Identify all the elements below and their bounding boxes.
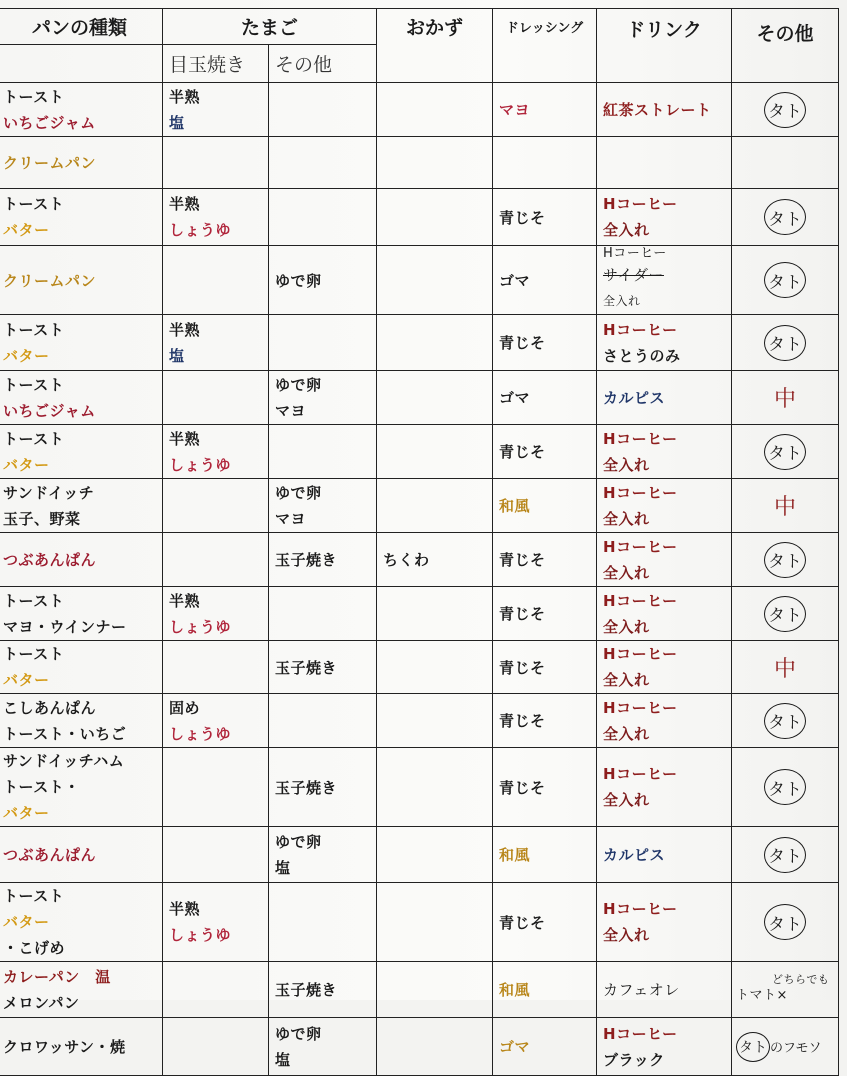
takeout-stamp-icon: タト	[764, 703, 806, 739]
table-row	[0, 1018, 839, 1076]
drink-name: Hコーヒー	[603, 765, 678, 783]
drink-name: Hコーヒー	[603, 429, 678, 448]
bread-type-2: メロンパン	[3, 993, 80, 1012]
other-cell	[732, 246, 839, 315]
drink-option: 全入れ	[603, 617, 650, 636]
egg-other-cell	[269, 371, 377, 425]
subheader-egg-fried: 目玉焼き	[163, 45, 269, 83]
bread-topping: マヨ・ウインナー	[3, 617, 127, 636]
header-other: その他	[732, 9, 839, 83]
drink-cell: カルピス	[597, 827, 732, 883]
bread-type: トースト	[3, 87, 65, 106]
other-cell	[732, 883, 839, 962]
fried-egg-cell	[163, 587, 269, 641]
bread-topping: バター	[3, 346, 50, 365]
dressing-cell: 青じそ	[493, 641, 597, 694]
side-cell	[377, 962, 493, 1018]
header-dressing: ドレッシング	[493, 9, 597, 83]
drink-cell	[597, 246, 732, 315]
egg-other-cell: 玉子焼き	[269, 533, 377, 587]
side-cell	[377, 425, 493, 479]
takeout-stamp-icon: タト	[764, 262, 806, 298]
side-cell	[377, 137, 493, 189]
takeout-stamp-icon: タト	[764, 325, 806, 361]
dressing-cell: 青じそ	[493, 315, 597, 371]
egg-seasoning: しょうゆ	[169, 221, 232, 239]
drink-cell	[597, 189, 732, 246]
egg-doneness: 半熟	[169, 195, 201, 213]
drink-cell	[597, 533, 732, 587]
takeout-stamp-icon: タト	[764, 596, 806, 632]
fried-egg-cell	[163, 748, 269, 827]
drink-cell: 紅茶ストレート	[597, 83, 732, 137]
bread-topping: バター	[3, 221, 50, 239]
drink-cell	[597, 694, 732, 748]
drink-option: 全入れ	[603, 509, 650, 528]
bread-cell	[0, 425, 163, 479]
header-row	[0, 9, 839, 45]
drink-cell: カフェオレ	[597, 962, 732, 1018]
bread-type: こしあんぱん	[3, 698, 97, 717]
eat-in-mark: 中	[774, 495, 797, 520]
table-row	[0, 533, 839, 587]
drink-name: Hコーヒー	[603, 900, 678, 918]
dressing-cell: ゴマ	[493, 246, 597, 315]
header-bread: パンの種類	[0, 9, 163, 45]
dressing-cell: 青じそ	[493, 189, 597, 246]
egg-seasoning: 塩	[169, 346, 185, 365]
bread-cell	[0, 748, 163, 827]
other-cell	[732, 827, 839, 883]
dressing-cell: 和風	[493, 962, 597, 1018]
other-cell	[732, 425, 839, 479]
fried-egg-cell	[163, 694, 269, 748]
dressing-cell	[493, 137, 597, 189]
egg-other-cell	[269, 83, 377, 137]
eat-in-mark: 中	[774, 656, 797, 682]
table-row	[0, 371, 839, 425]
egg-doneness: 半熟	[169, 87, 201, 106]
egg-other-type: ゆで卵	[275, 1024, 322, 1043]
dressing-cell: マヨ	[493, 83, 597, 137]
drink-option: さとうのみ	[603, 346, 681, 365]
other-cell	[732, 962, 839, 1018]
bread-filling: 玉子、野菜	[3, 509, 81, 528]
takeout-stamp-icon: タト	[736, 1032, 770, 1062]
other-cell	[732, 83, 839, 137]
egg-other-type: ゆで卵	[275, 375, 322, 394]
drink-name: Hコーヒー	[603, 246, 667, 261]
drink-name: Hコーヒー	[603, 195, 678, 213]
egg-seasoning: しょうゆ	[169, 617, 232, 636]
side-cell	[377, 1018, 493, 1076]
drink-option: ブラック	[603, 1050, 665, 1069]
takeout-stamp-icon: タト	[764, 92, 806, 128]
egg-other-cell	[269, 587, 377, 641]
bread-type: サンドイッチ	[3, 483, 95, 502]
fried-egg-cell	[163, 641, 269, 694]
egg-doneness: 半熟	[169, 429, 201, 448]
drink-option: 全入れ	[603, 563, 650, 582]
egg-other-cell	[269, 883, 377, 962]
bread-cell	[0, 641, 163, 694]
fried-egg-cell	[163, 371, 269, 425]
dressing-cell: ゴマ	[493, 1018, 597, 1076]
subheader-egg-other: その他	[269, 45, 377, 83]
other-cell	[732, 587, 839, 641]
fried-egg-cell	[163, 425, 269, 479]
bread-topping-butter: バター	[3, 804, 50, 822]
bread-cell: つぶあんぱん	[0, 533, 163, 587]
drink-name: Hコーヒー	[603, 320, 678, 339]
drink-cell	[597, 883, 732, 962]
egg-other-cell	[269, 694, 377, 748]
egg-doneness: 固め	[169, 698, 201, 717]
egg-seasoning: 塩	[169, 113, 185, 132]
egg-seasoning: しょうゆ	[169, 724, 232, 743]
bread-type: トースト	[3, 645, 65, 663]
other-cell	[732, 694, 839, 748]
egg-seasoning: しょうゆ	[169, 926, 232, 944]
egg-other-cell	[269, 479, 377, 533]
table-row	[0, 246, 839, 315]
bread-type: トースト	[3, 887, 65, 905]
side-cell	[377, 371, 493, 425]
fried-egg-cell	[163, 1018, 269, 1076]
fried-egg-cell	[163, 479, 269, 533]
egg-other-cell	[269, 189, 377, 246]
drink-cell	[597, 425, 732, 479]
other-cell	[732, 641, 839, 694]
bread-topping: バター	[3, 671, 50, 689]
bread-type: サンドイッチハム	[3, 752, 125, 770]
dressing-cell: 青じそ	[493, 694, 597, 748]
drink-crossed-out: サイダー	[603, 266, 664, 284]
drink-cell	[597, 641, 732, 694]
drink-option: 全入れ	[603, 221, 650, 239]
egg-other-cell: ゆで卵	[269, 246, 377, 315]
table-row	[0, 962, 839, 1018]
other-cell	[732, 479, 839, 533]
drink-cell	[597, 137, 732, 189]
table-row	[0, 137, 839, 189]
other-cell	[732, 137, 839, 189]
table-row	[0, 694, 839, 748]
bread-cell	[0, 189, 163, 246]
egg-other-cell	[269, 1018, 377, 1076]
side-cell	[377, 587, 493, 641]
bread-type: トースト	[3, 320, 65, 339]
egg-doneness: 半熟	[169, 900, 201, 918]
egg-other-seasoning: マヨ	[275, 509, 307, 528]
bread-type: カレーパン 温	[3, 967, 111, 986]
side-cell	[377, 246, 493, 315]
side-cell	[377, 479, 493, 533]
bread-cell	[0, 883, 163, 962]
fried-egg-cell	[163, 315, 269, 371]
drink-cell	[597, 315, 732, 371]
drink-name: Hコーヒー	[603, 591, 678, 610]
takeout-stamp-icon: タト	[764, 904, 806, 940]
bread-cell	[0, 83, 163, 137]
table-row	[0, 189, 839, 246]
egg-doneness: 半熟	[169, 320, 201, 339]
other-cell	[732, 533, 839, 587]
egg-other-seasoning: 塩	[275, 1050, 291, 1069]
egg-other-cell: 玉子焼き	[269, 748, 377, 827]
drink-name: Hコーヒー	[603, 483, 678, 502]
handwritten-note-top: どちらでも	[772, 972, 830, 986]
bread-type: トースト	[3, 429, 65, 448]
side-cell	[377, 883, 493, 962]
dressing-cell: 青じそ	[493, 533, 597, 587]
egg-other-seasoning: マヨ	[275, 401, 307, 420]
bread-topping: いちごジャム	[3, 401, 96, 420]
table-row	[0, 587, 839, 641]
drink-cell	[597, 479, 732, 533]
fried-egg-cell	[163, 83, 269, 137]
egg-seasoning: しょうゆ	[169, 455, 232, 474]
side-cell	[377, 315, 493, 371]
drink-name: Hコーヒー	[603, 645, 678, 663]
egg-other-seasoning: 塩	[275, 858, 291, 877]
table-row	[0, 425, 839, 479]
table-row	[0, 83, 839, 137]
dressing-cell: ゴマ	[493, 371, 597, 425]
drink-option: 全入れ	[603, 724, 650, 743]
bread-type: トースト	[3, 591, 65, 610]
bread-cell	[0, 479, 163, 533]
side-cell	[377, 748, 493, 827]
header-egg: たまご	[163, 9, 377, 45]
fried-egg-cell	[163, 189, 269, 246]
dressing-cell: 青じそ	[493, 883, 597, 962]
side-cell	[377, 694, 493, 748]
side-cell: ちくわ	[377, 533, 493, 587]
handwritten-note: トマト×	[736, 987, 788, 1003]
drink-name: Hコーヒー	[603, 1024, 678, 1043]
bread-topping: トースト・	[3, 778, 80, 796]
dressing-cell: 青じそ	[493, 748, 597, 827]
bread-topping: トースト・いちご	[3, 724, 127, 743]
takeout-stamp-icon: タト	[764, 542, 806, 578]
drink-cell: カルピス	[597, 371, 732, 425]
side-cell	[377, 641, 493, 694]
table-row	[0, 827, 839, 883]
subheader-bread-empty	[0, 45, 163, 83]
side-cell	[377, 83, 493, 137]
takeout-stamp-icon: タト	[764, 837, 806, 873]
other-cell	[732, 315, 839, 371]
drink-option: 全入れ	[603, 791, 650, 809]
table-row	[0, 641, 839, 694]
drink-option: 全入れ	[603, 926, 650, 944]
side-cell	[377, 189, 493, 246]
fried-egg-cell	[163, 827, 269, 883]
egg-other-type: ゆで卵	[275, 832, 322, 851]
drink-cell	[597, 1018, 732, 1076]
bread-cell	[0, 315, 163, 371]
table-row	[0, 315, 839, 371]
handwritten-note: のフモソ	[770, 1040, 822, 1056]
header-drink: ドリンク	[597, 9, 732, 83]
dressing-cell: 和風	[493, 479, 597, 533]
takeout-stamp-icon: タト	[764, 434, 806, 470]
egg-other-type: ゆで卵	[275, 483, 322, 502]
bread-cell	[0, 371, 163, 425]
egg-other-cell	[269, 827, 377, 883]
egg-other-cell	[269, 315, 377, 371]
bread-cell	[0, 587, 163, 641]
drink-option: 全入れ	[603, 671, 650, 689]
egg-doneness: 半熟	[169, 591, 201, 610]
fried-egg-cell	[163, 246, 269, 315]
bread-topping: いちごジャム	[3, 113, 96, 132]
table-row	[0, 883, 839, 962]
bread-type: トースト	[3, 375, 65, 394]
fried-egg-cell	[163, 883, 269, 962]
header-side: おかず	[377, 9, 493, 83]
bread-cell: クロワッサン・焼	[0, 1018, 163, 1076]
other-cell	[732, 371, 839, 425]
bread-cell: クリームパン	[0, 137, 163, 189]
drink-cell	[597, 587, 732, 641]
egg-other-cell	[269, 425, 377, 479]
fried-egg-cell	[163, 962, 269, 1018]
fried-egg-cell	[163, 533, 269, 587]
dressing-cell: 和風	[493, 827, 597, 883]
egg-other-cell: 玉子焼き	[269, 962, 377, 1018]
takeout-stamp-icon: タト	[764, 769, 806, 805]
drink-option: 全入れ	[603, 455, 650, 474]
bread-cell: クリームパン	[0, 246, 163, 315]
dressing-cell: 青じそ	[493, 425, 597, 479]
drink-cell	[597, 748, 732, 827]
bread-cell	[0, 962, 163, 1018]
other-cell	[732, 1018, 839, 1076]
table-row	[0, 479, 839, 533]
bread-cell	[0, 694, 163, 748]
fried-egg-cell	[163, 137, 269, 189]
drink-name: Hコーヒー	[603, 698, 678, 717]
bread-topping: バター	[3, 913, 50, 931]
drink-name: Hコーヒー	[603, 537, 678, 556]
bread-toast-level: ・こげめ	[3, 939, 66, 957]
breakfast-order-table	[0, 8, 839, 1076]
bread-cell: つぶあんぱん	[0, 827, 163, 883]
eat-in-mark: 中	[774, 387, 797, 412]
table-row	[0, 748, 839, 827]
drink-option: 全入れ	[603, 294, 641, 308]
takeout-stamp-icon: タト	[764, 199, 806, 235]
egg-other-cell: 玉子焼き	[269, 641, 377, 694]
bread-type: トースト	[3, 195, 65, 213]
other-cell	[732, 748, 839, 827]
bread-topping: バター	[3, 455, 50, 474]
dressing-cell: 青じそ	[493, 587, 597, 641]
egg-other-cell	[269, 137, 377, 189]
other-cell	[732, 189, 839, 246]
side-cell	[377, 827, 493, 883]
